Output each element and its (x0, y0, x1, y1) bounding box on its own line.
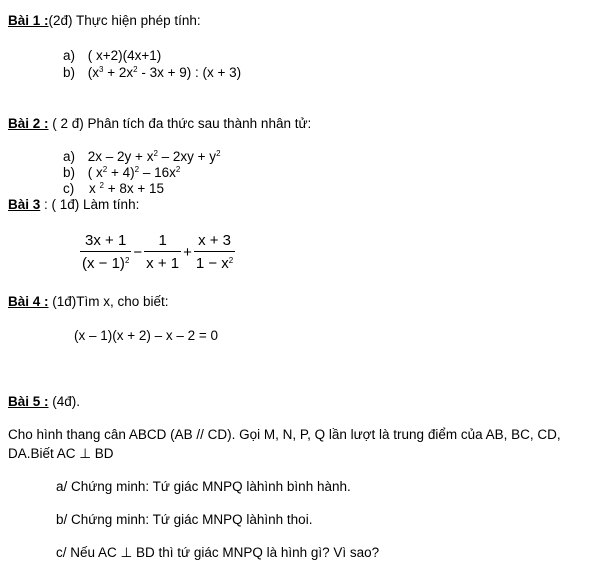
fraction-3 (194, 232, 235, 272)
fraction-3-denominator: $1 - x^2$ (194, 251, 235, 272)
problem-4-intro: (1đ)Tìm x, cho biết: (48, 294, 169, 309)
problem-4-heading (8, 294, 169, 309)
expression: x $^2$ + 8x + 15 (89, 181, 165, 196)
problem-4-equation: (x – 1)(x + 2) – x – 2 = 0 (74, 328, 219, 343)
expression: $2x - 2y + x^2 - 2xy + y^2$ (87, 149, 221, 164)
fraction-2 (144, 232, 181, 272)
problem-5-item-a: a/ Chứng minh: Tứ giác MNPQ làhình bình hành. (56, 479, 351, 494)
problem-4-label: Bài 4 : (8, 294, 49, 309)
problem-2-item-a (63, 149, 221, 164)
problem-1-intro: (2đ) Thực hiện phép tính: (48, 13, 201, 28)
expression: ( $x^2 + 4)^2 - 16x^2$ (87, 165, 181, 180)
minus-operator: − (133, 243, 143, 261)
item-label: c) (63, 181, 75, 196)
fraction-2-numerator: 1 (158, 232, 167, 249)
problem-1-label: Bài 1 : (8, 13, 49, 28)
problem-5-item-b: b/ Chứng minh: Tứ giác MNPQ làhình thoi. (56, 512, 313, 527)
problem-3-expression (80, 232, 235, 272)
item-label: b) (63, 165, 76, 180)
problem-5-paragraph-line-1: Cho hình thang cân ABCD (AB // CD). Gọi M, N, P, Q lần lượt là trung điểm của AB, BC, CD, (8, 427, 561, 442)
problem-1-item-b (63, 65, 241, 80)
problem-1-item-a (63, 48, 161, 63)
fraction-1 (80, 232, 131, 272)
problem-5-item-c: c/ Nếu AC ⊥ BD thì tứ giác MNPQ là hình gì? Vì sao? (56, 545, 380, 560)
expression: ( x+2)(4x+1) (87, 48, 162, 63)
item-label: a) (63, 149, 76, 164)
problem-1-heading (8, 13, 201, 28)
expression: $(x^3 + 2x^2 - 3x + 9)$ : (x + 3) (87, 65, 242, 80)
problem-2-intro: ( 2 đ) Phân tích đa thức sau thành nhân tử: (48, 116, 312, 131)
problem-3-label: Bài 3 (8, 197, 41, 212)
fraction-1-numerator: 3x + 1 (85, 232, 127, 249)
problem-5-paragraph-line-2: DA.Biết AC ⊥ BD (8, 446, 114, 461)
plus-operator: + (183, 243, 192, 261)
problem-3-heading (8, 197, 139, 212)
problem-3-intro: : ( 1đ) Làm tính: (40, 197, 140, 212)
fraction-1-denominator: $(x - 1)^2$ (80, 251, 131, 272)
item-label: a) (63, 48, 76, 63)
problem-5-intro: (4đ). (48, 394, 81, 409)
problem-2-item-c (63, 181, 164, 196)
fraction-3-numerator: x + 3 (198, 232, 232, 249)
problem-5-label: Bài 5 : (8, 394, 49, 409)
problem-2-heading (8, 116, 311, 131)
problem-5-heading (8, 394, 80, 409)
problem-2-label: Bài 2 : (8, 116, 49, 131)
problem-2-item-b (63, 165, 180, 180)
fraction-2-denominator: x + 1 (144, 251, 181, 272)
item-label: b) (63, 65, 76, 80)
